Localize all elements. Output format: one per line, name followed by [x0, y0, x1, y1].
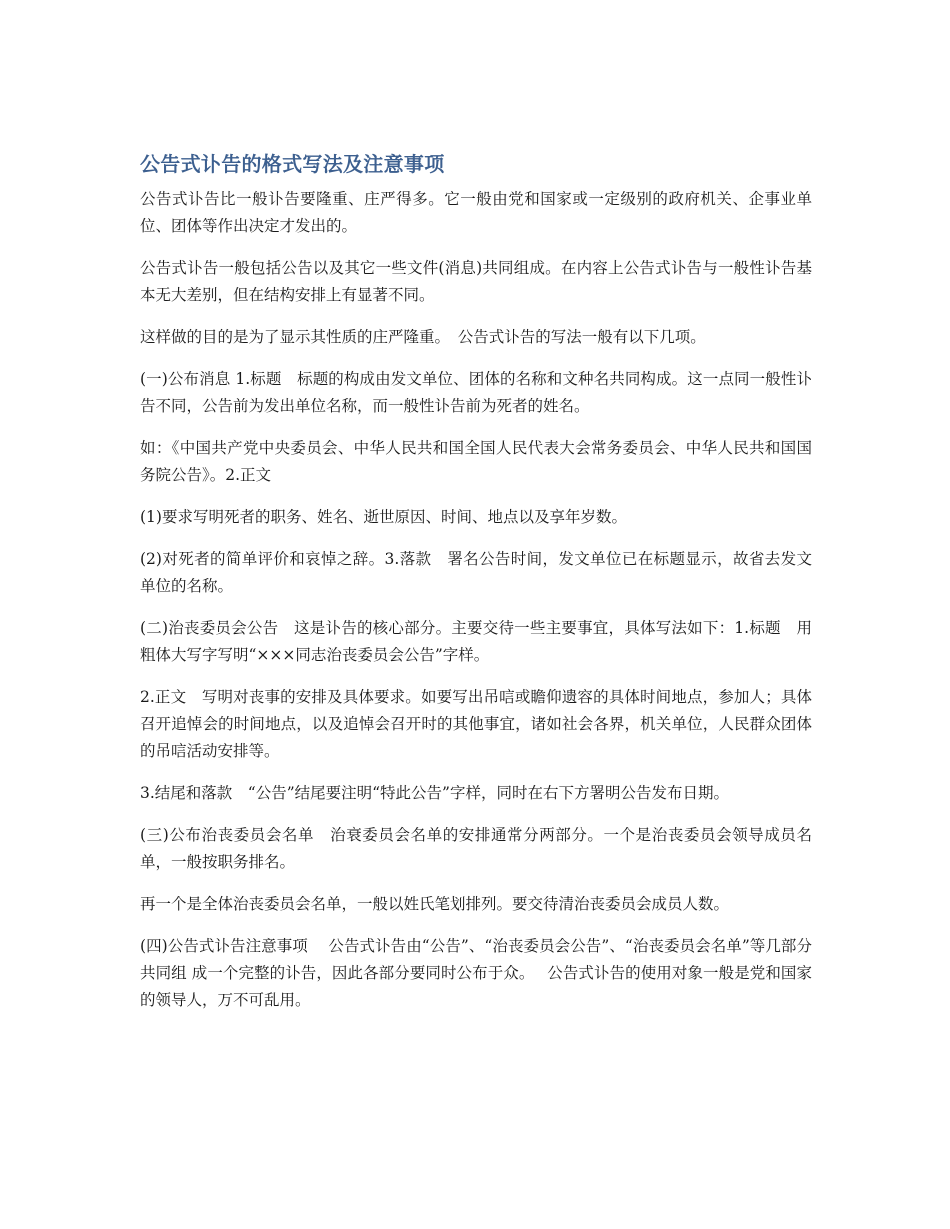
paragraph-4: (一)公布消息 1.标题 标题的构成由发文单位、团体的名称和文种名共同构成。这一点同一般性讣告不同，公告前为发出单位名称，而一般性讣告前为死者的姓名。: [140, 370, 812, 415]
paragraph-5: 如：《中国共产党中央委员会、中华人民共和国全国人民代表大会常务委员会、中华人民共和国国务院公告》。2.正文: [140, 439, 812, 484]
paragraph-3: 这样做的目的是为了显示其性质的庄严隆重。 公告式讣告的写法一般有以下几项。: [140, 328, 706, 346]
paragraph-7: (2)对死者的简单评价和哀悼之辞。3.落款 署名公告时间，发文单位已在标题显示，故省去发文单位的名称。: [140, 550, 812, 595]
document-title: 公告式讣告的格式写法及注意事项: [140, 152, 445, 176]
paragraph-6: (1)要求写明死者的职务、姓名、逝世原因、时间、地点以及享年岁数。: [140, 508, 627, 526]
paragraph-2: 公告式讣告一般包括公告以及其它一些文件(消息)共同组成。在内容上公告式讣告与一般性讣告基本无大差别，但在结构安排上有显著不同。: [140, 259, 812, 304]
paragraph-13: (四)公告式讣告注意事项 公告式讣告由“公告”、“治丧委员会公告”、“治丧委员会名单”等几部分共同组 成一个完整的讣告，因此各部分要同时公布于众。 公告式讣告的使用对象一般是党和国家的领导人，万不可乱用。: [140, 937, 812, 1009]
paragraph-10: 3.结尾和落款 “公告”结尾要注明“特此公告”字样，同时在右下方署明公告发布日期。: [140, 784, 729, 802]
paragraph-9: 2.正文 写明对丧事的安排及具体要求。如要写出吊唁或瞻仰遗容的具体时间地点，参加人；具体召开追悼会的时间地点，以及追悼会召开时的其他事宜，诸如社会各界，机关单位，人民群众团体的吊唁活动安排等。: [140, 688, 812, 760]
paragraph-8: (二)治丧委员会公告 这是讣告的核心部分。主要交待一些主要事宜，具体写法如下：1.标题 用粗体大写字写明“×××同志治丧委员会公告”字样。: [140, 619, 812, 664]
document-body: [140, 148, 812, 1029]
paragraph-12: 再一个是全体治丧委员会名单，一般以姓氏笔划排列。要交待清治丧委员会成员人数。: [140, 895, 730, 913]
paragraph-1: 公告式讣告比一般讣告要隆重、庄严得多。它一般由党和国家或一定级别的政府机关、企事业单位、团体等作出决定才发出的。: [140, 190, 812, 235]
paragraph-11: (三)公布治丧委员会名单 治衰委员会名单的安排通常分两部分。一个是治丧委员会领导成员名单，一般按职务排名。: [140, 826, 812, 871]
